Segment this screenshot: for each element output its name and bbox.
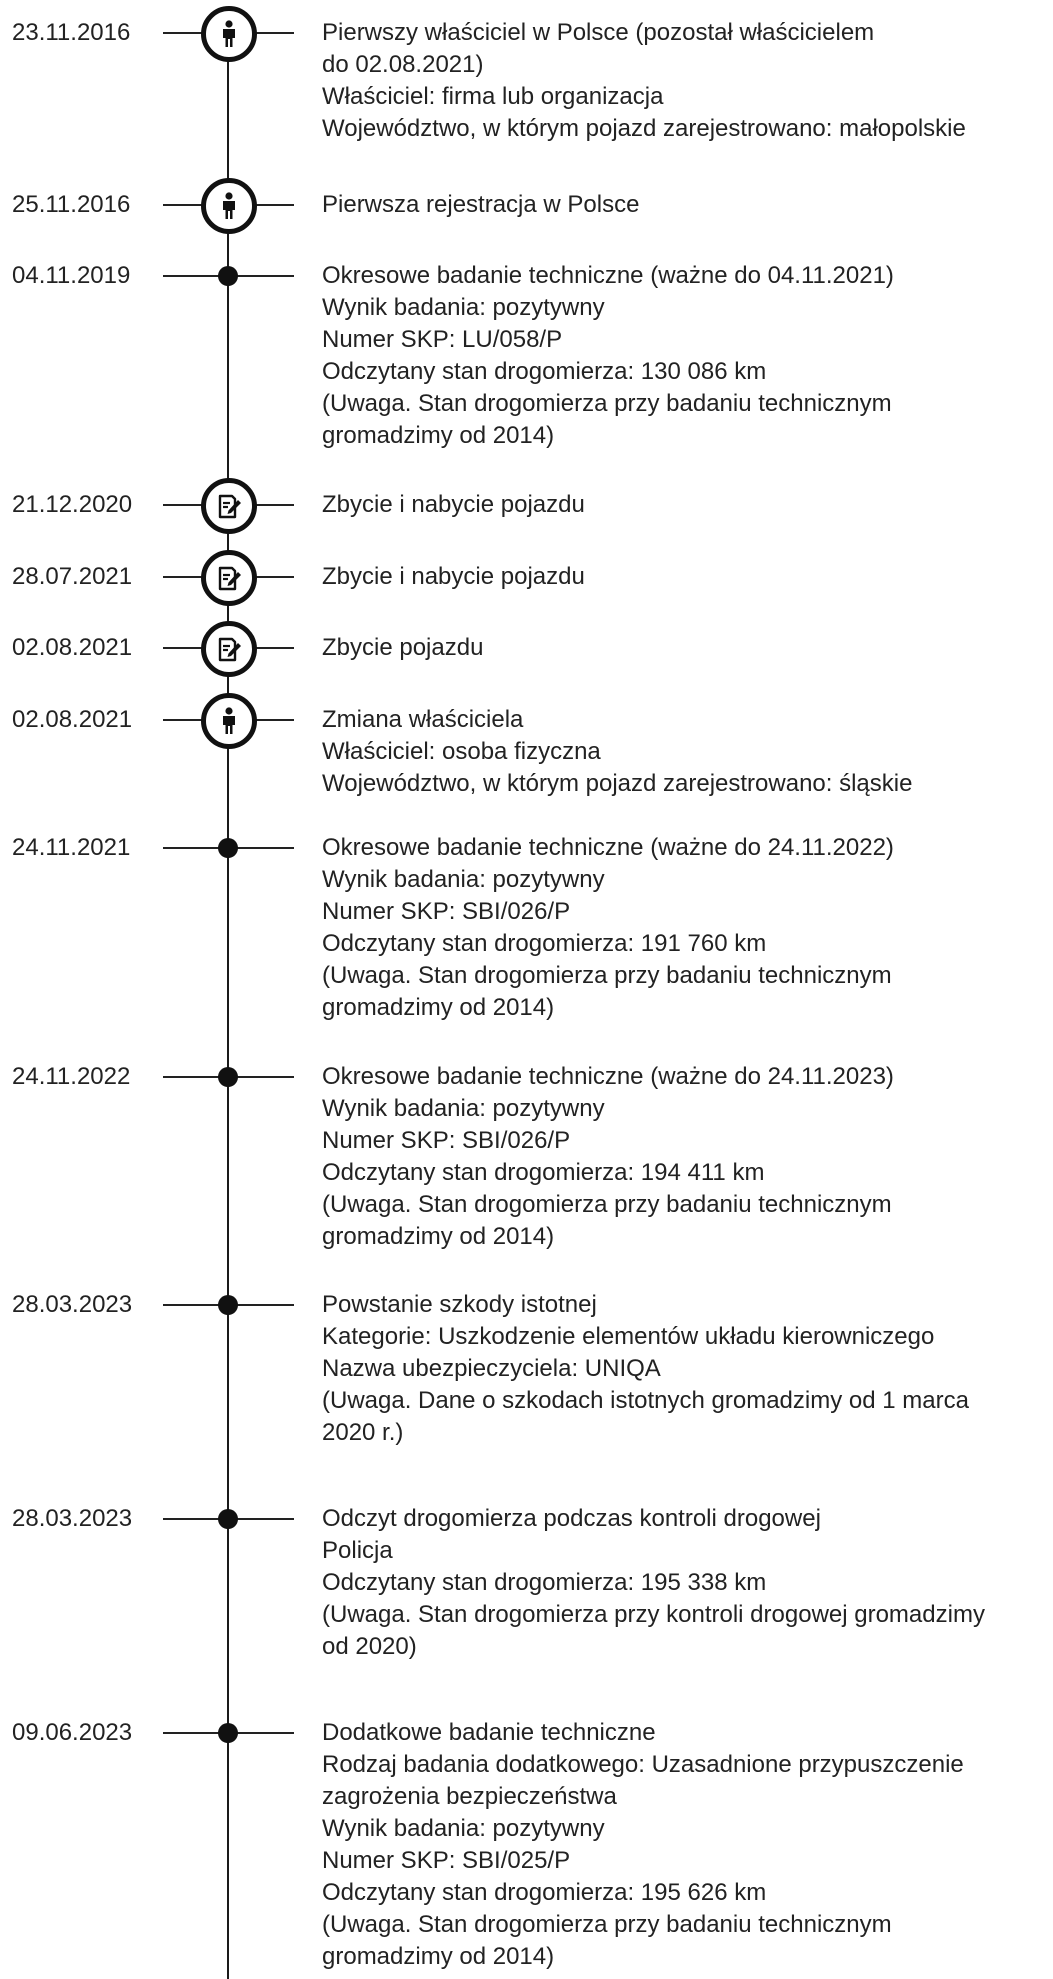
event-description-line: (Uwaga. Stan drogomierza przy badaniu technicznym xyxy=(322,390,892,417)
event-description-line: Numer SKP: SBI/026/P xyxy=(322,898,571,925)
event-description-line: Okresowe badanie techniczne (ważne do 24.11.2022) xyxy=(322,834,894,861)
event-date: 25.11.2016 xyxy=(12,191,131,218)
event-description-line: Województwo, w którym pojazd zarejestrowano: małopolskie xyxy=(322,115,966,142)
event-description-line: Zbycie pojazdu xyxy=(322,634,484,661)
event-date: 04.11.2019 xyxy=(12,262,131,289)
event-description-line: Właściciel: firma lub organizacja xyxy=(322,83,664,110)
event-description-line: (Uwaga. Stan drogomierza przy badaniu technicznym xyxy=(322,1191,892,1218)
event-date: 02.08.2021 xyxy=(12,634,133,661)
event-description xyxy=(322,561,1042,593)
event-description xyxy=(322,832,1042,1024)
event-description-line: (Uwaga. Stan drogomierza przy badaniu technicznym xyxy=(322,962,892,989)
document-edit-icon xyxy=(201,550,257,606)
event-description-line: Numer SKP: SBI/025/P xyxy=(322,1847,571,1874)
document-edit-icon xyxy=(201,478,257,534)
event-description-line: gromadzimy od 2014) xyxy=(322,994,555,1021)
timeline-dot xyxy=(218,1067,238,1087)
event-description-line: Pierwsza rejestracja w Polsce xyxy=(322,191,640,218)
event-description-line: Numer SKP: SBI/026/P xyxy=(322,1127,571,1154)
event-description xyxy=(322,1289,1042,1449)
event-description-line: Odczytany stan drogomierza: 195 338 km xyxy=(322,1569,767,1596)
event-description xyxy=(322,1061,1042,1253)
event-description-line: Policja xyxy=(322,1537,393,1564)
event-description-line: Odczytany stan drogomierza: 191 760 km xyxy=(322,930,767,957)
event-date: 02.08.2021 xyxy=(12,706,133,733)
event-description-line: (Uwaga. Stan drogomierza przy kontroli drogowej gromadzimy xyxy=(322,1601,985,1628)
event-description xyxy=(322,704,1042,800)
event-date: 09.06.2023 xyxy=(12,1719,133,1746)
owner-icon xyxy=(201,178,257,234)
event-description-line: gromadzimy od 2014) xyxy=(322,422,555,449)
event-date: 24.11.2022 xyxy=(12,1063,131,1090)
event-description-line: 2020 r.) xyxy=(322,1419,404,1446)
event-description xyxy=(322,189,1042,221)
event-date: 28.03.2023 xyxy=(12,1291,133,1318)
event-description-line: Okresowe badanie techniczne (ważne do 24.11.2023) xyxy=(322,1063,894,1090)
event-description xyxy=(322,260,1042,452)
event-description-line: Wynik badania: pozytywny xyxy=(322,866,605,893)
event-description-line: od 2020) xyxy=(322,1633,417,1660)
event-description-line: Zbycie i nabycie pojazdu xyxy=(322,491,585,518)
event-description xyxy=(322,17,1042,145)
event-description-line: Numer SKP: LU/058/P xyxy=(322,326,563,353)
event-date: 28.07.2021 xyxy=(12,563,133,590)
event-description-line: Województwo, w którym pojazd zarejestrowano: śląskie xyxy=(322,770,913,797)
event-description-line: Wynik badania: pozytywny xyxy=(322,294,605,321)
event-description xyxy=(322,1503,1042,1663)
timeline-dot xyxy=(218,266,238,286)
event-description-line: Wynik badania: pozytywny xyxy=(322,1095,605,1122)
event-description-line: Odczytany stan drogomierza: 130 086 km xyxy=(322,358,767,385)
timeline-dot xyxy=(218,1295,238,1315)
event-description-line: (Uwaga. Dane o szkodach istotnych gromadzimy od 1 marca xyxy=(322,1387,969,1414)
event-date: 23.11.2016 xyxy=(12,19,131,46)
event-description-line: (Uwaga. Stan drogomierza przy badaniu technicznym xyxy=(322,1911,892,1938)
event-description-line: do 02.08.2021) xyxy=(322,51,484,78)
event-description-line: Powstanie szkody istotnej xyxy=(322,1291,597,1318)
owner-icon xyxy=(201,6,257,62)
timeline-dot xyxy=(218,838,238,858)
event-description-line: Zmiana właściciela xyxy=(322,706,524,733)
event-date: 24.11.2021 xyxy=(12,834,131,861)
event-description-line: Okresowe badanie techniczne (ważne do 04.11.2021) xyxy=(322,262,894,289)
event-description-line: Odczytany stan drogomierza: 195 626 km xyxy=(322,1879,767,1906)
event-description-line: Odczyt drogomierza podczas kontroli drogowej xyxy=(322,1505,821,1532)
event-description-line: Rodzaj badania dodatkowego: Uzasadnione przypuszczenie xyxy=(322,1751,964,1778)
event-description-line: Pierwszy właściciel w Polsce (pozostał właścicielem xyxy=(322,19,875,46)
event-description xyxy=(322,632,1042,664)
timeline-spine xyxy=(227,28,229,1979)
document-edit-icon xyxy=(201,621,257,677)
event-description-line: Odczytany stan drogomierza: 194 411 km xyxy=(322,1159,765,1186)
timeline-dot xyxy=(218,1509,238,1529)
event-date: 28.03.2023 xyxy=(12,1505,133,1532)
event-description-line: gromadzimy od 2014) xyxy=(322,1943,555,1970)
owner-icon xyxy=(201,693,257,749)
event-date: 21.12.2020 xyxy=(12,491,133,518)
event-description xyxy=(322,1717,1042,1973)
event-description xyxy=(322,489,1042,521)
event-description-line: Wynik badania: pozytywny xyxy=(322,1815,605,1842)
event-description-line: Zbycie i nabycie pojazdu xyxy=(322,563,585,590)
event-description-line: Nazwa ubezpieczyciela: UNIQA xyxy=(322,1355,661,1382)
event-description-line: Kategorie: Uszkodzenie elementów układu kierowniczego xyxy=(322,1323,935,1350)
event-description-line: zagrożenia bezpieczeństwa xyxy=(322,1783,617,1810)
event-description-line: gromadzimy od 2014) xyxy=(322,1223,555,1250)
timeline-dot xyxy=(218,1723,238,1743)
event-description-line: Właściciel: osoba fizyczna xyxy=(322,738,601,765)
event-description-line: Dodatkowe badanie techniczne xyxy=(322,1719,656,1746)
